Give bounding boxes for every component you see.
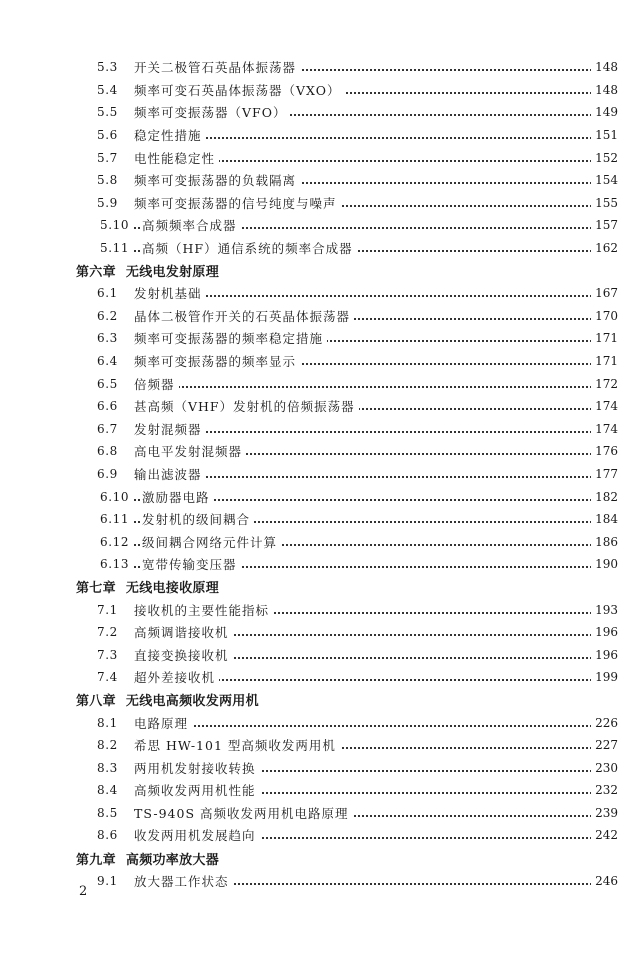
section-title: 高频收发两用机性能 bbox=[134, 781, 260, 799]
section-number: 6.7 bbox=[97, 421, 118, 436]
section-number: 5.3 bbox=[97, 60, 118, 75]
page-ref: 190 bbox=[591, 557, 618, 571]
page-ref: 155 bbox=[591, 196, 618, 210]
page-ref: 148 bbox=[591, 83, 618, 97]
chapter-title: 无线电高频收发两用机 bbox=[125, 694, 259, 710]
toc-entry bbox=[0, 418, 640, 441]
page-ref: 196 bbox=[591, 625, 618, 639]
section-number: 6.8 bbox=[97, 444, 118, 459]
toc-entry bbox=[0, 214, 640, 237]
section-number: 6.13 bbox=[100, 557, 130, 572]
toc-entry bbox=[0, 327, 640, 350]
chapter-heading bbox=[0, 576, 640, 599]
dot-leader bbox=[134, 386, 596, 388]
toc-entry bbox=[0, 711, 640, 734]
toc-entry bbox=[0, 440, 640, 463]
page-ref: 239 bbox=[591, 806, 618, 820]
section-number: 6.4 bbox=[97, 354, 118, 369]
section-number: 6.9 bbox=[97, 466, 118, 481]
toc-entry bbox=[0, 282, 640, 305]
section-number: 8.1 bbox=[97, 715, 118, 730]
page-ref: 148 bbox=[591, 60, 618, 74]
section-number: 8.2 bbox=[97, 738, 118, 753]
chapter-label: 第九章 bbox=[76, 852, 116, 868]
section-title: 接收机的主要性能指标 bbox=[134, 601, 273, 619]
page-ref: 182 bbox=[591, 490, 618, 504]
page-ref: 172 bbox=[591, 377, 618, 391]
section-title: 级间耦合网络元件计算 bbox=[142, 533, 281, 551]
page-ref: 184 bbox=[591, 512, 618, 526]
section-number: 5.5 bbox=[97, 105, 118, 120]
page-ref: 151 bbox=[591, 128, 618, 142]
toc-entry bbox=[0, 395, 640, 418]
table-of-contents bbox=[0, 56, 640, 892]
page-ref: 171 bbox=[591, 331, 618, 345]
chapter-label: 第八章 bbox=[76, 694, 116, 710]
chapter-title: 高频功率放大器 bbox=[125, 852, 220, 868]
section-number: 6.12 bbox=[100, 534, 130, 549]
page-ref: 157 bbox=[591, 218, 618, 232]
section-title: 两用机发射接收转换 bbox=[134, 759, 260, 777]
chapter-label: 第七章 bbox=[76, 581, 116, 597]
chapter-label: 第六章 bbox=[76, 265, 116, 281]
section-number: 6.10 bbox=[100, 489, 130, 504]
section-number: 6.6 bbox=[97, 399, 118, 414]
toc-entry bbox=[0, 598, 640, 621]
section-number: 7.3 bbox=[97, 647, 118, 662]
section-title: 宽带传输变压器 bbox=[142, 555, 241, 573]
toc-entry bbox=[0, 237, 640, 260]
section-title: 晶体二极管作开关的石英晶体振荡器 bbox=[134, 307, 354, 325]
toc-entry bbox=[0, 146, 640, 169]
toc-entry bbox=[0, 350, 640, 373]
section-title: 发射混频器 bbox=[134, 420, 206, 438]
toc-entry bbox=[0, 802, 640, 825]
section-number: 7.2 bbox=[97, 625, 118, 640]
section-title: 电性能稳定性 bbox=[134, 149, 219, 167]
section-title: 频率可变石英晶体振荡器（VXO） bbox=[134, 81, 344, 99]
section-number: 5.9 bbox=[97, 195, 118, 210]
toc-entry bbox=[0, 124, 640, 147]
page-ref: 199 bbox=[591, 670, 618, 684]
toc-entry bbox=[0, 485, 640, 508]
page-ref: 152 bbox=[591, 151, 618, 165]
toc-entry bbox=[0, 756, 640, 779]
toc-entry bbox=[0, 372, 640, 395]
toc-entry bbox=[0, 530, 640, 553]
toc-entry bbox=[0, 79, 640, 102]
dot-leader bbox=[134, 725, 596, 727]
section-title: 频率可变振荡器的信号纯度与噪声 bbox=[134, 194, 341, 212]
section-title: 电路原理 bbox=[134, 714, 192, 732]
section-title: 高频频率合成器 bbox=[142, 216, 241, 234]
page-ref: 176 bbox=[591, 444, 618, 458]
toc-entry bbox=[0, 643, 640, 666]
toc-entry bbox=[0, 621, 640, 644]
section-title: 超外差接收机 bbox=[134, 668, 219, 686]
toc-entry bbox=[0, 101, 640, 124]
toc-entry bbox=[0, 666, 640, 689]
section-title: 激励器电路 bbox=[142, 488, 214, 506]
toc-entry bbox=[0, 508, 640, 531]
section-title: 频率可变振荡器的频率显示 bbox=[134, 352, 300, 370]
page-ref: 246 bbox=[591, 874, 618, 888]
page-ref: 177 bbox=[591, 467, 618, 481]
toc-entry bbox=[0, 305, 640, 328]
toc-entry bbox=[0, 553, 640, 576]
page-ref: 196 bbox=[591, 648, 618, 662]
toc-entry bbox=[0, 869, 640, 892]
section-title: 放大器工作状态 bbox=[134, 872, 233, 890]
section-title: 频率可变振荡器的频率稳定措施 bbox=[134, 329, 327, 347]
section-title: TS-940S 高频收发两用机电路原理 bbox=[134, 804, 352, 822]
section-number: 6.2 bbox=[97, 308, 118, 323]
page-ref: 193 bbox=[591, 603, 618, 617]
section-number: 5.6 bbox=[97, 128, 118, 143]
toc-entry bbox=[0, 824, 640, 847]
section-title: 发射机基础 bbox=[134, 284, 206, 302]
section-title: 高电平发射混频器 bbox=[134, 442, 246, 460]
page-ref: 226 bbox=[591, 716, 618, 730]
section-number: 6.11 bbox=[100, 512, 130, 527]
section-title: 频率可变振荡器（VFO） bbox=[134, 103, 290, 121]
toc-entry bbox=[0, 463, 640, 486]
page-ref: 174 bbox=[591, 422, 618, 436]
section-title: 频率可变振荡器的负载隔离 bbox=[134, 171, 300, 189]
chapter-title: 无线电发射原理 bbox=[125, 265, 220, 281]
section-number: 8.3 bbox=[97, 760, 118, 775]
page-ref: 242 bbox=[591, 828, 618, 842]
section-number: 7.1 bbox=[97, 602, 118, 617]
page-number: 2 bbox=[79, 884, 88, 899]
section-number: 5.11 bbox=[100, 241, 130, 256]
toc-entry bbox=[0, 779, 640, 802]
section-title: 直接变换接收机 bbox=[134, 646, 233, 664]
chapter-heading bbox=[0, 689, 640, 712]
page-ref: 162 bbox=[591, 241, 618, 255]
page-ref: 186 bbox=[591, 535, 618, 549]
toc-entry bbox=[0, 169, 640, 192]
section-title: 甚高频（VHF）发射机的倍频振荡器 bbox=[134, 397, 359, 415]
section-title: 开关二极管石英晶体振荡器 bbox=[134, 58, 300, 76]
section-title: 收发两用机发展趋向 bbox=[134, 826, 260, 844]
toc-entry bbox=[0, 192, 640, 215]
toc-entry bbox=[0, 734, 640, 757]
chapter-heading bbox=[0, 259, 640, 282]
section-title: 高频（HF）通信系统的频率合成器 bbox=[142, 239, 357, 257]
chapter-heading bbox=[0, 847, 640, 870]
chapter-title: 无线电接收原理 bbox=[125, 581, 220, 597]
section-number: 6.1 bbox=[97, 286, 118, 301]
page-ref: 227 bbox=[591, 738, 618, 752]
page-ref: 154 bbox=[591, 173, 618, 187]
toc-entry bbox=[0, 56, 640, 79]
page-ref: 232 bbox=[591, 783, 618, 797]
page-ref: 174 bbox=[591, 399, 618, 413]
section-title: 倍频器 bbox=[134, 375, 179, 393]
section-number: 6.3 bbox=[97, 331, 118, 346]
section-title: 发射机的级间耦合 bbox=[142, 510, 254, 528]
section-number: 5.7 bbox=[97, 150, 118, 165]
section-number: 5.8 bbox=[97, 173, 118, 188]
section-number: 8.5 bbox=[97, 805, 118, 820]
section-title: 希思 HW-101 型高频收发两用机 bbox=[134, 736, 340, 754]
section-number: 8.6 bbox=[97, 828, 118, 843]
page-ref: 149 bbox=[591, 105, 618, 119]
section-title: 输出滤波器 bbox=[134, 465, 206, 483]
section-number: 7.4 bbox=[97, 670, 118, 685]
section-number: 6.5 bbox=[97, 376, 118, 391]
section-number: 5.4 bbox=[97, 82, 118, 97]
section-number: 9.1 bbox=[97, 873, 118, 888]
section-title: 高频调谐接收机 bbox=[134, 623, 233, 641]
page-ref: 170 bbox=[591, 309, 618, 323]
section-number: 5.10 bbox=[100, 218, 130, 233]
page-ref: 230 bbox=[591, 761, 618, 775]
section-title: 稳定性措施 bbox=[134, 126, 206, 144]
section-number: 8.4 bbox=[97, 783, 118, 798]
page-ref: 167 bbox=[591, 286, 618, 300]
page-ref: 171 bbox=[591, 354, 618, 368]
